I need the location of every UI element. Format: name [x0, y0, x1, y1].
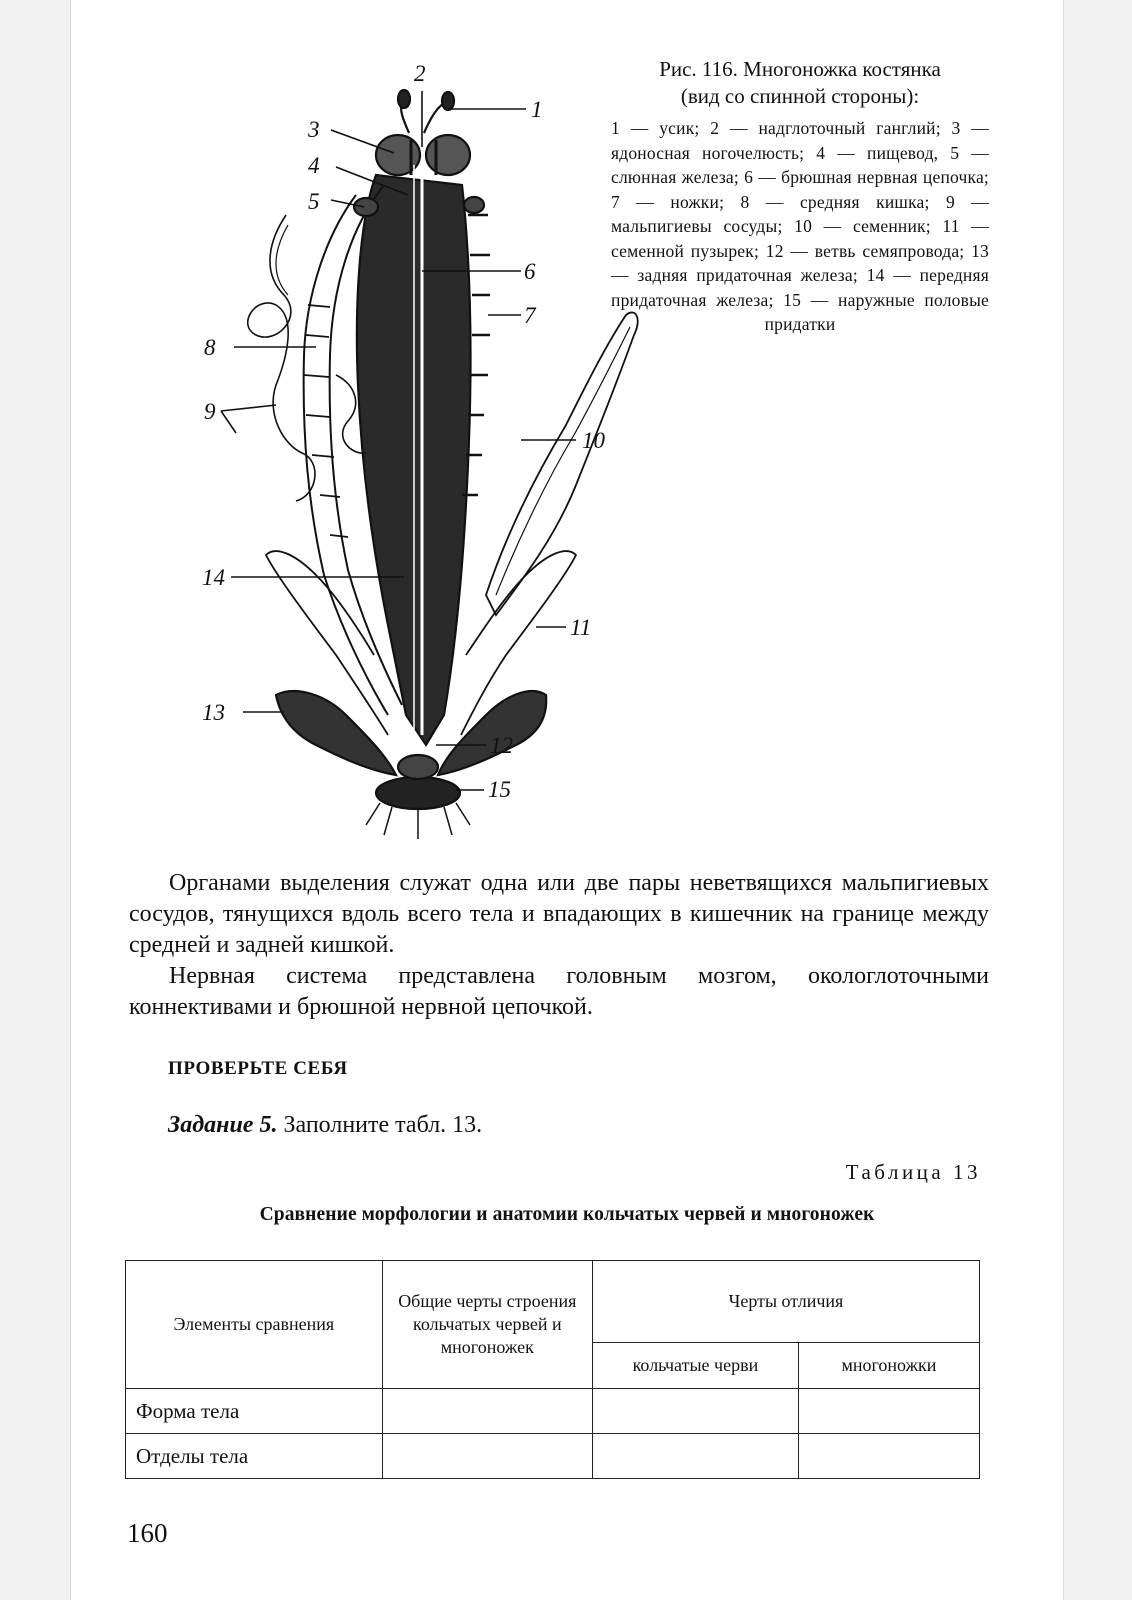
section-heading: ПРОВЕРЬТЕ СЕБЯ	[168, 1058, 348, 1079]
row-label-body-sections: Отделы тела	[126, 1434, 383, 1479]
caption-legend: 1 — усик; 2 — надглоточный ганглий; 3 — ядоносная ногочелюсть; 4 — пищевод, 5 — слюнная железа; 6 — брюшная нервная цепочка; 7 — ножки; 8 — средняя кишка; 9 — мальпигиевы сосуды; 10 — семенник; 11 — семенной пузырек; 12 — ветвь семяпровода; 13 — задняя придаточная железа; 14 — передняя придаточная железа; 15 — наружные половые придатки	[611, 118, 989, 334]
caption-title-line-1: Рис. 116. Многоножка костянка	[659, 57, 941, 81]
figure-label-6: 6	[524, 259, 536, 284]
body-text	[129, 868, 989, 1023]
row-label-body-shape: Форма тела	[126, 1389, 383, 1434]
paragraph-nervous-system: Нервная система представлена головным мозгом, окологлоточными коннективами и брюшной нервной цепочкой.	[129, 963, 989, 1020]
caption-title-line-2: (вид со спинной стороны):	[680, 84, 920, 108]
header-myriapods: многоножки	[798, 1343, 979, 1389]
figure-label-11: 11	[570, 615, 592, 640]
cell-myriapods-body-sections[interactable]	[798, 1434, 979, 1479]
table-title: Сравнение морфологии и анатомии кольчатых червей и многоножек	[259, 1204, 875, 1225]
table-row	[126, 1389, 980, 1434]
task-text: Заполните табл. 13.	[277, 1112, 483, 1138]
caption-title	[611, 56, 989, 110]
figure-label-8: 8	[204, 335, 216, 360]
figure-label-14: 14	[202, 565, 225, 590]
cell-annelids-body-sections[interactable]	[592, 1434, 798, 1479]
centipede-drawing	[126, 55, 646, 845]
table-number: Таблица 13	[845, 1160, 981, 1184]
figure-label-9: 9	[204, 399, 216, 424]
figure-label-5: 5	[308, 189, 320, 214]
page-number: 160	[127, 1518, 168, 1548]
task-line	[168, 1112, 482, 1139]
figure-label-15: 15	[488, 777, 511, 802]
page	[70, 0, 1064, 1600]
figure-label-7: 7	[524, 303, 536, 328]
header-annelids: кольчатые черви	[592, 1343, 798, 1389]
paragraph-excretion: Органами выделения служат одна или две пары неветвящихся мальпигиевых сосудов, тянущихся вдоль всего тела и впадающих в кишечник на границе между средней и задней кишкой.	[129, 870, 989, 958]
header-differences: Черты отличия	[592, 1261, 979, 1343]
centipede-figure	[126, 55, 646, 845]
figure-label-12: 12	[490, 733, 513, 758]
header-elements: Элементы сравнения	[126, 1261, 383, 1389]
cell-annelids-body-shape[interactable]	[592, 1389, 798, 1434]
task-label: Задание 5.	[168, 1112, 278, 1138]
figure-label-3: 3	[308, 117, 320, 142]
cell-common-body-shape[interactable]	[382, 1389, 592, 1434]
figure-label-10: 10	[582, 428, 605, 453]
figure-caption	[611, 56, 989, 337]
header-common-features: Общие черты строения кольчатых червей и многоножек	[382, 1261, 592, 1389]
comparison-table	[125, 1260, 980, 1479]
figure-label-2: 2	[414, 61, 426, 86]
table-row	[126, 1434, 980, 1479]
figure-label-4: 4	[308, 153, 320, 178]
figure-label-13: 13	[202, 700, 225, 725]
cell-myriapods-body-shape[interactable]	[798, 1389, 979, 1434]
cell-common-body-sections[interactable]	[382, 1434, 592, 1479]
figure-label-1: 1	[531, 97, 543, 122]
